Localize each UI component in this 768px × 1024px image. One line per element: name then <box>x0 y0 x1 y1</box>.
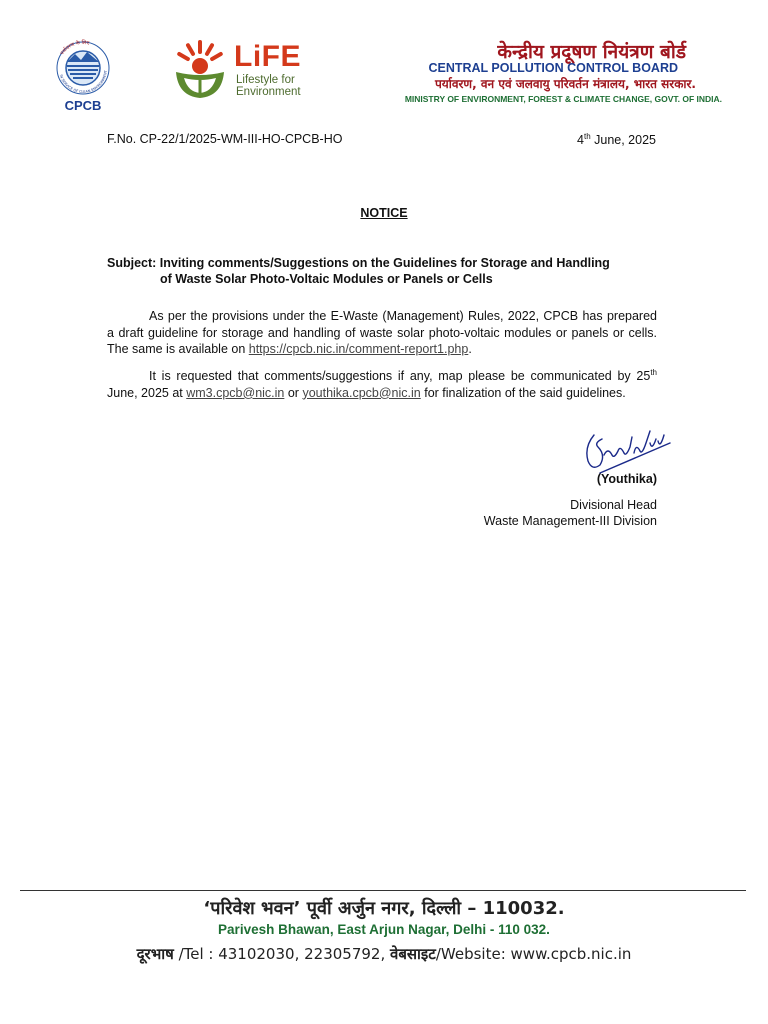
date-rest: June, 2025 <box>590 133 656 148</box>
cpcb-ring-english: IN SERVICE OF CLEAN ENVIRONMENT <box>58 70 108 95</box>
paragraph-2-text-3: or <box>284 385 303 400</box>
footer-divider <box>20 890 746 891</box>
letter-date <box>577 132 656 147</box>
signatory-name: (Youthika) <box>596 472 657 486</box>
subject-line-1: Subject: Inviting comments/Suggestions on the Guidelines for Storage and Handling <box>107 256 610 270</box>
paragraph-2-text-1: It is requested that comments/suggestions if any, map please be communicated by 25 <box>149 369 651 384</box>
signatory-designation: Divisional Head <box>570 498 657 512</box>
paragraph-2-sup: th <box>650 368 657 377</box>
paragraph-2-text-2: June, 2025 at <box>107 385 187 400</box>
footer-tel-hindi: दूरभाष <box>136 945 174 963</box>
paragraph-2 <box>107 365 657 401</box>
paragraph-1 <box>107 308 657 358</box>
handwritten-signature <box>580 425 675 477</box>
comment-report-link[interactable]: https://cpcb.nic.in/comment-report1.php <box>248 342 469 356</box>
footer-website: /Website: www.cpcb.nic.in <box>435 945 632 963</box>
paragraph-1-text: As per the provisions under the E-Waste (Management) Rules, 2022, CPCB has prepared a draft guideline for storage and handling of waste solar photo-voltaic modules or panels or cells. The same is available on <box>107 309 657 356</box>
org-name-english: CENTRAL POLLUTION CONTROL BOARD <box>428 61 678 75</box>
paragraph-2-text-4: for finalization of the said guidelines. <box>420 385 626 400</box>
notice-title: NOTICE <box>360 206 408 220</box>
cpcb-logo <box>48 38 118 118</box>
signatory-division: Waste Management-III Division <box>483 514 657 528</box>
life-tag-line-1: Lifestyle for <box>236 74 295 86</box>
subject-line-2: of Waste Solar Photo-Voltaic Modules or Panels or Cells <box>160 272 493 286</box>
life-word: LiFE <box>234 40 301 73</box>
cpcb-logo-text: CPCB <box>64 98 102 113</box>
life-tag-line-2: Environment <box>236 86 301 98</box>
email-link-youthika[interactable]: youthika.cpcb@nic.in <box>302 385 421 400</box>
life-logo <box>170 38 320 102</box>
footer-contact <box>0 944 768 964</box>
footer-web-hindi: वेबसाइट <box>390 945 436 963</box>
subject <box>107 255 667 287</box>
signatory-designation-block <box>484 497 657 529</box>
ministry-hindi: पर्यावरण, वन एवं जलवायु परिवर्तन मंत्रालय, भारत सरकार. <box>434 77 696 91</box>
file-number: F.No. CP-22/1/2025-WM-III-HO-CPCB-HO <box>107 132 343 146</box>
paragraph-1-end: . <box>468 342 472 356</box>
date-sup: th <box>583 132 591 141</box>
footer-tel: /Tel : 43102030, 22305792, <box>173 945 390 963</box>
ministry-english: MINISTRY OF ENVIRONMENT, FOREST & CLIMATE CHANGE, GOVT. OF INDIA. <box>404 94 722 104</box>
org-name-hindi: केन्द्रीय प्रदूषण नियंत्रण बोर्ड <box>497 41 686 63</box>
email-link-wm3[interactable]: wm3.cpcb@nic.in <box>186 385 285 400</box>
footer-address-hindi: ‘परिवेश भवन’ पूर्वी अर्जुन नगर, दिल्ली – 110032. <box>203 898 565 919</box>
date-day: 4 <box>577 133 584 148</box>
life-tagline <box>236 74 301 98</box>
footer-address-english: Parivesh Bhawan, East Arjun Nagar, Delhi - 110 032. <box>218 922 550 937</box>
cpcb-ring-hindi: पर्यावरण के लिए <box>59 39 90 57</box>
